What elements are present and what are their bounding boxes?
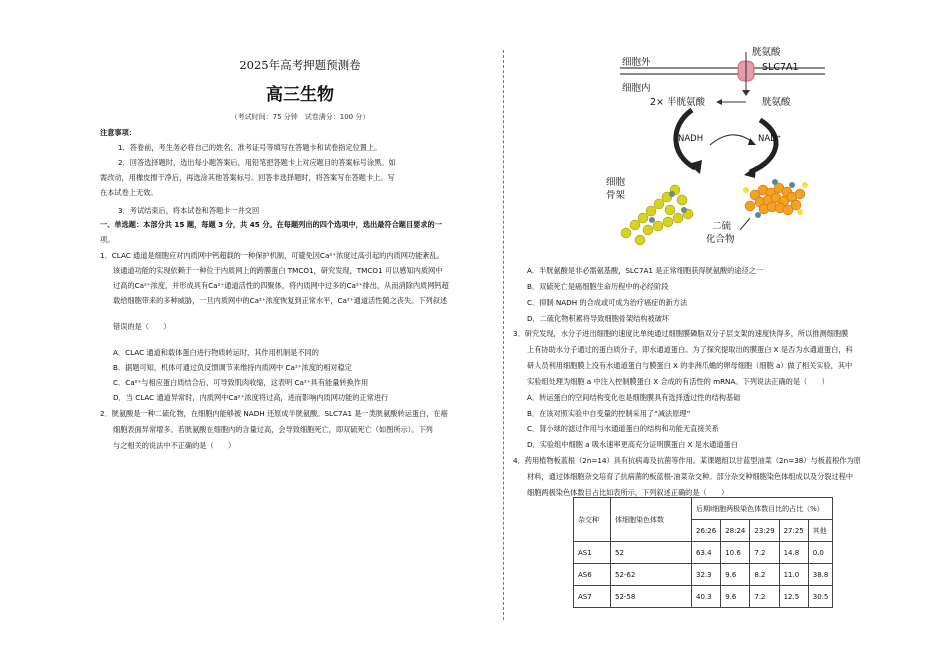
question-3-option-c: C．肾小球的滤过作用与水通道蛋白的结构和功能无直接关系 [527,424,719,433]
question-3-stem: 研人员利用细胞膜上没有水通道蛋白与膜蛋白 X 的非洲爪蟾的卵母细胞（细胞 a）做了相关实验，其中 [527,361,853,370]
table-cell: 63.4 [692,542,721,564]
question-2-option-c: C．抑制 NADH 的合成或可成为治疗癌症的新方法 [527,298,688,307]
table-cell: 0.0 [808,542,833,564]
label-nad: NAD⁺ [758,134,782,144]
exam-title: 2025年高考押题预测卷 [239,58,361,72]
question-2-stem: 2．胱氨酸是一种二硫化物，在细胞内能够被 NADH 还原成半胱氨酸。SLC7A1 是一类胱氨酸转运蛋白，在癌 [100,409,448,418]
question-2-stem: 细胞表面异常增多。若胱氨酸在细胞内的含量过高，会导致细胞死亡，即双硫死亡（如图所示）。下列 [113,425,433,434]
question-3-option-b: B．在该对照实验中自变量的控制采用了“减法原理” [527,409,691,418]
notice-item-2-cont: 需改动，用橡皮擦干净后，再选涂其他答案标号。回答非选择题时，将答案写在答题卡上。写 [100,173,395,182]
table-row [574,542,833,564]
label-inside: 细胞内 [622,83,651,94]
table-header-hybrid: 杂交种 [574,498,611,542]
label-cytoskeleton: 骨架 [606,190,626,201]
table-cell: 38.8 [808,564,833,586]
notice-heading: 注意事项： [100,128,136,137]
table-cell: 7.2 [750,586,779,608]
table-subheader: 27:25 [779,520,808,542]
notice-item-2-cont: 在本试卷上无效。 [100,188,158,197]
question-4-stem: 细胞两极染色体数目占比如表所示，下列叙述正确的是（ ） [527,488,729,497]
question-2-option-d: D．二硫化物积累将导致细胞骨架结构被破坏 [527,314,670,323]
table-cell: 10.6 [721,542,750,564]
label-nadh: NADH [678,134,704,144]
notice-item-1: 1．答卷前，考生务必将自己的姓名、准考证号等填写在答题卡和试卷指定位置上。 [118,143,382,152]
question-1-option-b: B．据题可知，机体可通过负反馈调节来维持内质网中 Ca²⁺浓度的相对稳定 [113,363,352,372]
table-cell: 7.2 [750,542,779,564]
table-cell: 30.5 [808,586,833,608]
table-cell: 32.3 [692,564,721,586]
label-outside: 细胞外 [622,57,651,68]
question-3-stem: 3．研究发现，水分子进出细胞的速度比单纯通过细胞膜磷脂双分子层支架的速度快得多，所以推测细胞膜 [513,329,849,338]
notice-item-3: 3．考试结束后，将本试卷和答题卡一并交回 [118,206,260,215]
section-heading: 一、单选题：本部分共 15 题，每题 3 分，共 45 分。在每题列出的四个选项中，选出最符合题目要求的一 [100,220,442,229]
label-disulfide: 二硫 [712,221,732,232]
question-1-stem: 该通道功能的实现依赖于一种位于内质网上的跨膜蛋白 TMCO1，研究发现，TMCO1 可以感知内质网中 [113,266,443,275]
table-cell: 52-58 [611,586,692,608]
table-cell: 52 [611,542,692,564]
table-row [574,564,833,586]
question-2-stem: 与之相关的说法中不正确的是（ ） [113,441,236,450]
table-cell: 40.3 [692,586,721,608]
table-cell: AS7 [574,586,611,608]
question-1-option-d: D．当 CLAC 通道异常时，内质网中Ca²⁺浓度将过高，进而影响内质网功能的正常进行 [113,393,389,402]
table-cell: AS1 [574,542,611,564]
question-4-stem: 4．药用植物板蓝根（2n=14）具有抗病毒及抗菌等作用。某课题组以甘蓝型油菜（2n=38）与板蓝根作为原 [513,456,861,465]
notice-item-2: 2．回答选择题时，选出每小题答案后，用铅笔把答题卡上对应题目的答案标号涂黑。如 [118,158,396,167]
disulfidptosis-diagram [600,47,830,255]
table-cell: 11.0 [779,564,808,586]
table-subheader: 其他 [808,520,833,542]
question-3-stem: 实验组处理为细胞 a 中注入控制膜蛋白 X 合成的有活性的 mRNA。下列说法正确的是（ ） [527,377,829,386]
question-4-stem: 材料，通过体细胞杂交培育了抗病菌的板蓝根-油菜杂交种。部分杂交种细胞染色体组成以及分裂过程中 [527,472,854,481]
question-2-option-a: A．半胱氨酸是非必需氨基酸，SLC7A1 是正常细胞获得胱氨酸的途径之一 [527,266,764,275]
exam-meta: （考试时间：75 分钟 试卷满分：100 分） [230,113,370,121]
table-subheader: 28:24 [721,520,750,542]
table-cell: 12.5 [779,586,808,608]
table-subheader: 23:29 [750,520,779,542]
table-header-count: 体细胞染色体数 [611,498,692,542]
question-3-option-a: A．转运蛋白的空间结构变化也是细胞膜具有选择透过性的结构基础 [527,393,741,402]
label-cystine-outside: 胱氨酸 [752,47,781,58]
label-cysteine: 2× 半胱氨酸 [650,97,706,108]
table-subheader: 26:26 [692,520,721,542]
question-1-stem: 错误的是（ ） [113,322,171,331]
table-cell: 9.6 [721,564,750,586]
column-divider [503,50,504,620]
table-row [574,586,833,608]
question-3-option-d: D．实验组中细胞 a 吸水速率更高充分证明膜蛋白 X 是水通道蛋白 [527,440,738,449]
table-cell: 8.2 [750,564,779,586]
label-slc7a1: SLC7A1 [762,62,799,73]
table-header-ratio: 后期Ⅰ细胞两极染色体数目比的占比（%） [692,498,833,520]
question-1-stem: 1．CLAC 通道是细胞应对内质网中钙超载的一种保护机制，可避免因Ca²⁺浓度过高引起的内质网功能紊乱。 [100,251,444,260]
question-1-stem: 过高的Ca²⁺浓度，并形成具有Ca²⁺通道活性的四聚体，将内质网中过多的Ca²⁺排出，从而消除内质网钙超 [113,281,449,290]
table-cell: AS6 [574,564,611,586]
table-cell: 52-62 [611,564,692,586]
label-disulfide: 化合物 [706,234,735,245]
question-2-option-b: B．双硫死亡是癌细胞生命历程中的必经阶段 [527,282,669,291]
chromosome-table [573,497,833,608]
question-1-option-a: A．CLAC 通道和载体蛋白进行物质转运时，其作用机制是不同的 [113,348,319,357]
subject-title: 高三生物 [266,85,334,105]
question-3-stem: 上有协助水分子通过的蛋白质分子，即水通道蛋白。为了探究提取出的膜蛋白 X 是否为水通道蛋白，科 [527,345,853,354]
table-cell: 14.8 [779,542,808,564]
question-1-stem: 载给细胞带来的多种威胁，一旦内质网中的Ca²⁺浓度恢复到正常水平，Ca²⁺通道活性随之丧失。下列叙述 [113,296,448,305]
label-cystine-inside: 胱氨酸 [762,97,791,108]
section-heading-cont: 项。 [100,235,115,244]
label-cytoskeleton: 细胞 [606,177,626,188]
table-cell: 9.6 [721,586,750,608]
question-1-option-c: C．Ca²⁺与相应蛋白质结合后，可导致肌肉收缩，这表明 Ca²⁺具有能量转换作用 [113,378,369,387]
